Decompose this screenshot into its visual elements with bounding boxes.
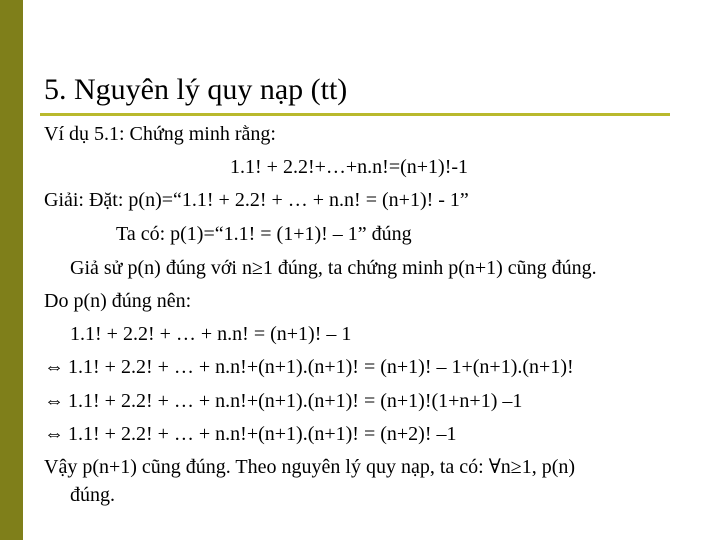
equation-step-3 <box>44 389 522 413</box>
conclusion: Vậy p(n+1) cũng đúng. Theo nguyên lý quy nạp, ta có: ∀n≥1, p(n) <box>44 456 576 478</box>
equivalence-symbol: ⇔ <box>44 356 64 378</box>
equation-step-2-text: 1.1! + 2.2! + … + n.n!+(n+1).(n+1)! = (n+1)! – 1+(n+1).(n+1)! <box>68 356 574 378</box>
equation-step-1: 1.1! + 2.2! + … + n.n! = (n+1)! – 1 <box>70 323 352 345</box>
base-case: Ta có: p(1)=“1.1! = (1+1)! – 1” đúng <box>116 223 412 245</box>
equivalence-symbol: ⇔ <box>44 390 64 412</box>
solution-definition: Giải: Đặt: p(n)=“1.1! + 2.2! + … + n.n! = (n+1)! - 1” <box>44 189 469 211</box>
equation-step-4 <box>44 422 457 446</box>
equation-step-2 <box>44 355 574 379</box>
equation-step-3-text: 1.1! + 2.2! + … + n.n!+(n+1).(n+1)! = (n+1)!(1+n+1) –1 <box>68 390 523 412</box>
inductive-hypothesis: Giả sử p(n) đúng với n≥1 đúng, ta chứng minh p(n+1) cũng đúng. <box>70 257 597 279</box>
equivalence-symbol: ⇔ <box>44 423 64 445</box>
equation-step-4-text: 1.1! + 2.2! + … + n.n!+(n+1).(n+1)! = (n+2)! –1 <box>68 423 457 445</box>
example-statement: Ví dụ 5.1: Chứng minh rằng: <box>44 123 276 145</box>
formula-to-prove: 1.1! + 2.2!+…+n.n!=(n+1)!-1 <box>230 156 469 178</box>
since-p-n-true: Do p(n) đúng nên: <box>44 290 192 312</box>
conclusion-continued: đúng. <box>70 484 115 506</box>
slide-title: 5. Nguyên lý quy nạp (tt) <box>44 73 348 106</box>
